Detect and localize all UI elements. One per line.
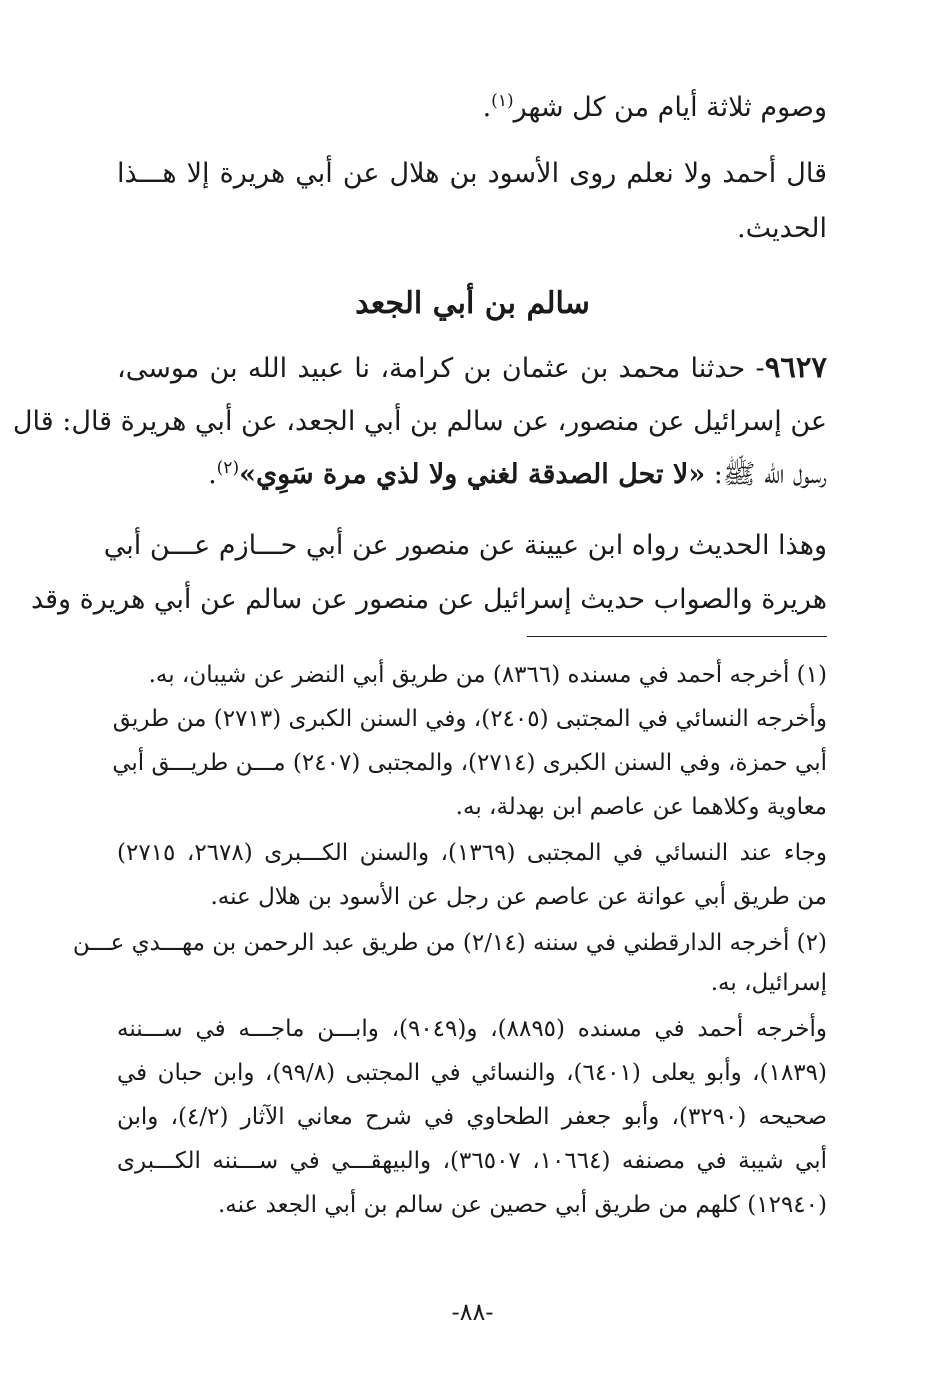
main-text-line-2: قال أحمد ولا نعلم روى الأسود بن هلال عن أبي هريرة إلا هـــذا xyxy=(117,158,827,189)
hadith-line-3-start: رسول الله ﷺ: xyxy=(705,459,827,490)
footnote-line-10: (١٨٣٩)، وأبو يعلى (٦٤٠١)، والنسائي في المجتبى (٩٩/٨)، وابن حبان في xyxy=(117,1060,827,1086)
footnote-line-6: من طريق أبي عوانة عن عاصم عن رجل عن الأسود بن هلال عنه. xyxy=(210,884,827,910)
hadith-line-1 xyxy=(117,351,827,384)
footnote-line-2: وأخرجه النسائي في المجتبى (٢٤٠٥)، وفي السنن الكبرى (٢٧١٣) من طريق xyxy=(112,706,827,732)
footnote-line-7: (٢) أخرجه الدارقطني في سننه (٢/١٤) من طريق عبد الرحمن بن مهـــدي عـــن xyxy=(72,930,827,956)
hadith-line-3-end: . xyxy=(208,459,217,490)
main-text-line-3: الحديث. xyxy=(737,213,827,244)
commentary-line-2: هريرة والصواب حديث إسرائيل عن منصور عن سالم عن أبي هريرة وقد xyxy=(30,584,827,615)
main-text-line-1-end: . xyxy=(482,92,492,123)
footnote-line-3: أبي حمزة، وفي السنن الكبرى (٢٧١٤)، والمجتبى (٢٤٠٧) مـــن طريـــق أبي xyxy=(112,750,827,776)
footnote-ref-2[interactable]: (٢) xyxy=(216,458,240,478)
hadith-quote: «لا تحل الصدقة لغني ولا لذي مرة سَوِي» xyxy=(239,459,706,490)
footnote-ref-1[interactable]: (١) xyxy=(491,91,514,111)
footnote-line-11: صحيحه (٣٢٩٠)، وأبو جعفر الطحاوي في شرح معاني الآثار (٤/٢)، وابن xyxy=(117,1104,828,1130)
footnote-line-1: (١) أخرجه أحمد في مسنده (٨٣٦٦) من طريق أبي النضر عن شيبان، به. xyxy=(148,662,827,688)
footnote-line-12: أبي شيبة في مصنفه (١٠٦٦٤، ٣٦٥٠٧)، والبيهقـــي في ســـننه الكـــبرى xyxy=(117,1148,828,1174)
section-title: سالم بن أبي الجعد xyxy=(355,286,590,321)
hadith-line-1-text: - حدثنا محمد بن عثمان بن كرامة، نا عبيد الله بن موسى، xyxy=(117,353,765,384)
footnote-line-13: (١٢٩٤٠) كلهم من طريق أبي حصين عن سالم بن أبي الجعد عنه. xyxy=(217,1192,827,1218)
hadith-number: ٩٦٢٧ xyxy=(764,350,827,384)
footnote-line-8: إسرائيل، به. xyxy=(710,970,827,996)
hadith-line-2: عن إسرائيل عن منصور، عن سالم بن أبي الجعد، عن أبي هريرة قال: قال xyxy=(12,406,827,437)
footnote-line-4: معاوية وكلاهما عن عاصم ابن بهدلة، به. xyxy=(455,794,827,820)
page-number: -٨٨- xyxy=(451,1298,494,1326)
footnote-line-9: وأخرجه أحمد في مسنده (٨٨٩٥)، و(٩٠٤٩)، وابـــن ماجـــه في ســـننه xyxy=(117,1016,828,1042)
commentary-line-1: وهذا الحديث رواه ابن عيينة عن منصور عن أبي حـــازم عـــن أبي xyxy=(103,530,827,561)
hadith-line-3 xyxy=(117,459,827,490)
footnote-line-5: وجاء عند النسائي في المجتبى (١٣٦٩)، والسنن الكـــبرى (٢٦٧٨، ٢٧١٥) xyxy=(117,840,827,866)
main-text-line-1 xyxy=(117,92,827,123)
footnote-separator xyxy=(527,636,827,637)
main-text-line-1-text: وصوم ثلاثة أيام من كل شهر xyxy=(513,92,827,123)
